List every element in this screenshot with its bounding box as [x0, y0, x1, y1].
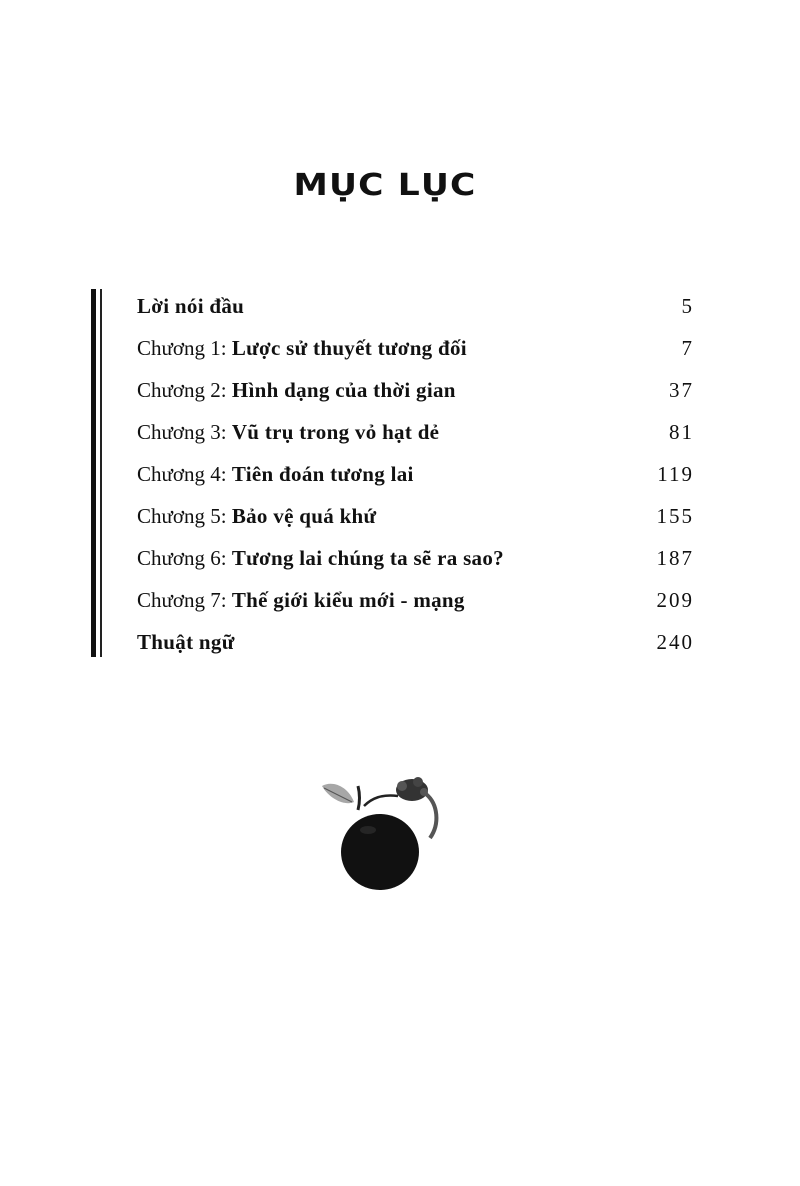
toc-page-number: 240: [656, 630, 694, 654]
toc-prefix: Chương 6:: [137, 546, 232, 570]
toc-page-number: 37: [669, 378, 694, 402]
toc-title: Thuật ngữ: [137, 630, 235, 654]
toc-entry-chapter-1[interactable]: [137, 334, 692, 376]
toc-title: Lược sử thuyết tương đối: [231, 336, 467, 360]
toc-prefix: Chương 4:: [137, 462, 232, 486]
toc-page-number: 81: [669, 420, 694, 444]
page-title: MỤC LỤC: [293, 168, 477, 203]
toc-entry-chapter-6[interactable]: [137, 544, 692, 586]
toc-entry-chapter-5[interactable]: [137, 502, 692, 544]
toc-title: Bảo vệ quá khứ: [231, 504, 377, 528]
table-of-contents: [137, 292, 692, 670]
toc-page-number: 187: [656, 546, 694, 570]
toc-title: Hình dạng của thời gian: [231, 378, 456, 402]
toc-title: Tiên đoán tương lai: [231, 462, 414, 486]
toc-entry-glossary[interactable]: [137, 628, 692, 670]
toc-page-number: 7: [681, 336, 694, 360]
toc-title: Vũ trụ trong vỏ hạt dẻ: [231, 420, 440, 444]
toc-prefix: Chương 1:: [137, 336, 232, 360]
toc-title: Lời nói đầu: [137, 294, 245, 318]
toc-prefix: Chương 5:: [137, 504, 232, 528]
margin-rule-thick: [91, 289, 96, 657]
toc-entry-preface[interactable]: [137, 292, 692, 334]
toc-prefix: Chương 7:: [137, 588, 232, 612]
toc-page-number: 119: [657, 462, 694, 486]
toc-entry-chapter-7[interactable]: [137, 586, 692, 628]
toc-page-number: 5: [681, 294, 694, 318]
toc-page-number: 209: [656, 588, 694, 612]
toc-entry-chapter-3[interactable]: [137, 418, 692, 460]
margin-rule-thin: [100, 289, 102, 657]
nut-ornament-icon: [318, 772, 448, 892]
toc-title: Tương lai chúng ta sẽ ra sao?: [231, 546, 504, 570]
toc-title: Thế giới kiểu mới - mạng: [231, 588, 465, 612]
toc-page-number: 155: [656, 504, 694, 528]
toc-prefix: Chương 3:: [137, 420, 232, 444]
toc-prefix: Chương 2:: [137, 378, 232, 402]
toc-entry-chapter-4[interactable]: [137, 460, 692, 502]
toc-entry-chapter-2[interactable]: [137, 376, 692, 418]
